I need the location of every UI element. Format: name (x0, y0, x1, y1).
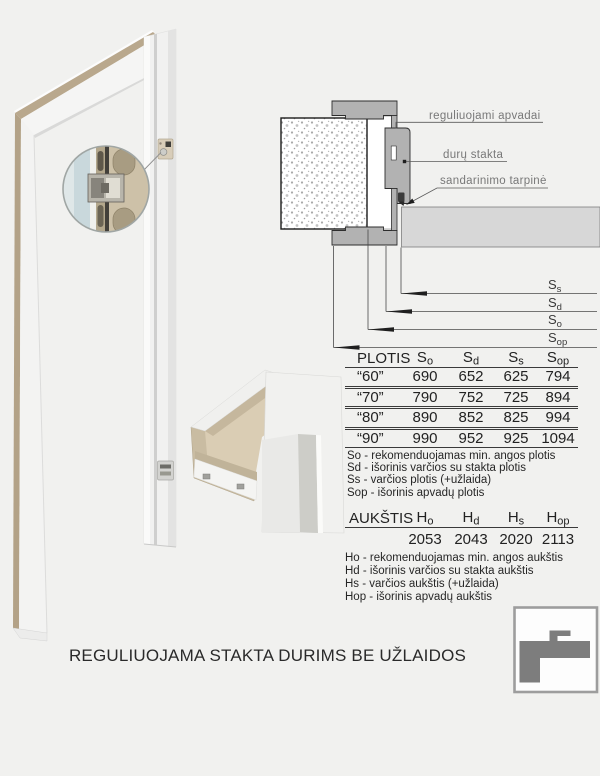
cell: 752 (458, 388, 484, 406)
legend-line: So - rekomenduojamas min. angos plotis (347, 450, 556, 462)
hinge-plate-upper (158, 139, 173, 159)
col-hop: Hop (546, 508, 570, 527)
aukstis-values-row (345, 531, 578, 547)
seal-gasket (398, 193, 405, 202)
cell: 890 (412, 409, 438, 427)
cross-section-diagram (281, 101, 600, 247)
table-row (345, 389, 578, 407)
wall-section (281, 118, 367, 229)
cell: 794 (545, 368, 571, 386)
cell: 625 (503, 368, 529, 386)
legend-line: Ho - rekomenduojamas min. angos aukštis (345, 552, 563, 564)
legend-line: Sd - išorinis varčios su stakta plotis (347, 462, 526, 475)
cell: 952 (458, 429, 484, 447)
cell: 894 (545, 388, 571, 406)
table-row (345, 368, 578, 386)
legend-line: Hs - varčios aukštis (+užlaida) (345, 578, 499, 590)
legend-line: Ss - varčios plotis (+užlaida) (347, 474, 492, 487)
cell: 2020 (499, 530, 533, 548)
col-sd: Sd (462, 348, 480, 367)
cell: 790 (412, 388, 438, 406)
row-label: “80” (357, 409, 384, 427)
legend-line: Sop - išorinis apvadų plotis (347, 486, 485, 499)
col-hs: Hs (507, 508, 525, 527)
plotis-table (345, 346, 578, 499)
aukstis-legend (345, 552, 578, 604)
aukstis-title: AUKŠTIS (349, 510, 414, 527)
cell: 2043 (454, 530, 488, 548)
plotis-title: PLOTIS (357, 350, 411, 367)
col-so: So (416, 348, 434, 367)
cell: 652 (458, 368, 484, 386)
page-title: REGULIUOJAMA STAKTA DURIMS BE UŽLAIDOS (68, 646, 467, 665)
hinge-detail-circle (62, 145, 152, 235)
row-label: “60” (357, 368, 384, 386)
col-ss: Ss (508, 348, 524, 367)
plotis-legend (345, 450, 578, 499)
cell: 925 (503, 429, 529, 447)
leader-tarpine (407, 188, 549, 205)
col-hd: Hd (462, 508, 480, 527)
dim-label-so: $S_o$ (548, 312, 562, 330)
cell: 2053 (408, 530, 442, 548)
dim-label-ss: $S_s$ (548, 277, 562, 295)
cell: 825 (503, 409, 529, 427)
dim-label-sd: $S_d$ (548, 295, 562, 313)
door-frame-illustration (13, 29, 176, 641)
cell: 690 (412, 368, 438, 386)
cell: 1094 (541, 429, 575, 447)
cell: 852 (458, 409, 484, 427)
label-sandarinimo-tarpine: sandarinimo tarpinė (440, 175, 547, 187)
row-label: “70” (357, 388, 384, 406)
label-reguliuojami-apvadai: reguliuojami apvadai (429, 110, 541, 122)
leader-apvadai (396, 122, 543, 128)
aukstis-header-row (345, 506, 578, 528)
table-row (345, 430, 578, 448)
table-row (345, 409, 578, 427)
col-sop: Sop (546, 348, 570, 367)
dimension-arrows (334, 291, 428, 350)
cell: 994 (545, 409, 571, 427)
cell: 2113 (541, 530, 575, 548)
legend-line: Hop - išorinis apvadų aukštis (345, 591, 493, 603)
legend-line: Hd - išorinis varčios su stakta aukštis (345, 565, 534, 577)
dim-label-sop: $S_{op}$ (548, 330, 568, 348)
hinge-plate-middle (158, 461, 174, 480)
frame-profile-3d (191, 370, 344, 533)
cell: 990 (412, 429, 438, 447)
label-duru-stakta: durų stakta (443, 149, 504, 161)
cell: 725 (503, 388, 529, 406)
door-leaf (402, 207, 600, 247)
row-label: “90” (357, 429, 384, 447)
plotis-header-row (345, 346, 578, 368)
aukstis-table (345, 506, 578, 604)
logo (515, 608, 598, 693)
col-ho: Ho (416, 508, 434, 527)
